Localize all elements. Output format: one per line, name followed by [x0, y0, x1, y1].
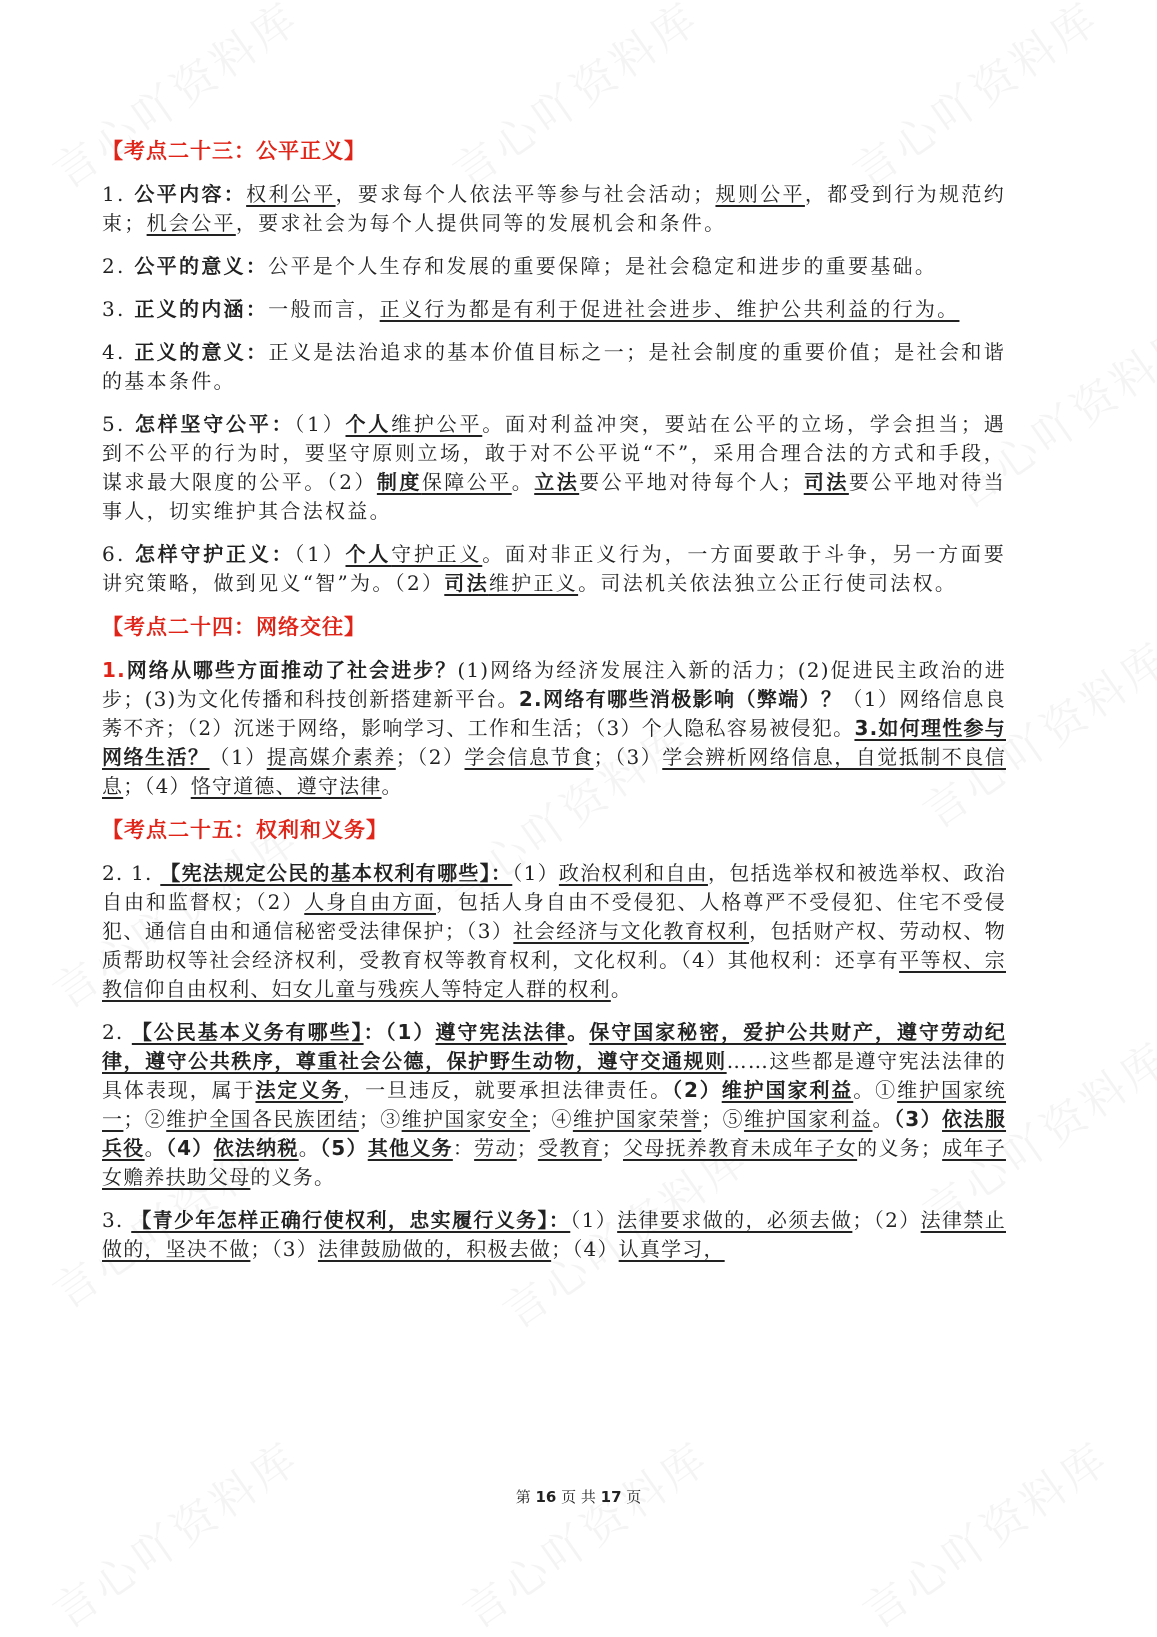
text-run: (1)网络为经济发展注入新的活力；(2)促进民主政治的进步；(3)为文化传播和科技创新搭建新平台。 [102, 658, 1007, 711]
text-run: ，要求社会为每个人提供同等的发展机会和条件。 [235, 211, 727, 235]
text-run: 3. [102, 1208, 132, 1232]
section-heading: 【考点二十四：网络交往】 [102, 615, 366, 639]
underlined-text: 【宪法规定公民的基本权利有哪些】： [160, 861, 513, 885]
text-run: 的义务； [857, 1136, 943, 1160]
text-run: ；④ [530, 1107, 573, 1131]
underlined-text: 法律禁止做的，坚决不做 [102, 1208, 1006, 1261]
text-run: 。 [381, 774, 403, 798]
underlined-text: 机会公平 [146, 211, 236, 235]
text-run: 公平是个人生存和发展的重要保障；是社会稳定和进步的重要基础。 [268, 254, 938, 278]
text-run: ；（4） [123, 774, 191, 798]
footer-prefix: 第 [515, 1488, 536, 1506]
underlined-text: 守护正义 [391, 542, 483, 566]
text-run: 。 [298, 1136, 320, 1160]
paragraph [102, 859, 1006, 1004]
underlined-text: 3.如何理性参与网络生活？ [102, 716, 1006, 769]
text-run: 。 [511, 470, 535, 494]
underlined-text: 司法 [444, 571, 489, 595]
text-run: 1. [102, 182, 135, 206]
text-run: ： [452, 1136, 475, 1160]
underlined-text: 【青少年怎样正确行使权利，忠实履行义务】： [131, 1208, 571, 1232]
bold-text: 2.网络有哪些消极影响（弊端）？ [518, 687, 843, 711]
underlined-text: 成年子女赡养扶助父母 [102, 1136, 1006, 1189]
text-run: 的义务。 [250, 1165, 336, 1189]
underlined-text: 【公民基本义务有哪些】 [131, 1020, 364, 1044]
underlined-text: 立法 [534, 470, 580, 494]
bold-text: 。 [567, 1020, 590, 1044]
text-run: 2. [102, 254, 135, 278]
text-run: 。 [144, 1136, 166, 1160]
footer-suffix: 页 [621, 1488, 642, 1506]
text-run: ； [516, 1136, 538, 1160]
bold-text: （2） [672, 1078, 722, 1102]
watermark-text [848, 1423, 1121, 1637]
bold-text: ：（1） [363, 1020, 436, 1044]
text-run: 要公平地对待当事人，切实维护其合法权益。 [102, 470, 1006, 523]
underlined-text: 法律鼓励做的，积极去做 [317, 1237, 552, 1261]
text-run: 。面对非正义行为，一方面要敢于斗争，另一方面要讲究策略，做到见义“智”为。（2） [102, 542, 1006, 595]
page-footer [0, 1486, 1157, 1507]
text-run: （1） [294, 542, 346, 566]
underlined-text: 法律要求做的，必须去做 [617, 1208, 853, 1232]
underlined-text: 规则公平 [715, 182, 805, 206]
underlined-text: 正义行为都是有利于促进社会进步、维护公共利益的行为。 [379, 297, 960, 321]
text-run: 。司法机关依法独立公正行使司法权。 [578, 571, 958, 595]
underlined-text: 受教育 [537, 1136, 602, 1160]
underlined-text: 其他义务 [367, 1136, 453, 1160]
text-run: （1） [570, 1208, 618, 1232]
text-run: ；② [123, 1107, 167, 1131]
text-run: ，要求每个人依法平等参与社会活动； [335, 182, 716, 206]
total-pages: 17 [600, 1488, 622, 1506]
underlined-text: 个人 [345, 542, 392, 566]
underlined-text: 提高媒介素养 [266, 745, 396, 769]
text-run: ……这些都是遵守宪法法律的具体表现，属于 [102, 1049, 1006, 1102]
text-run: ，包括财产权、劳动权、物质帮助权等社会经济权利，受教育权等教育权利，文化权利。（4）其他权利：还享有 [102, 919, 1006, 972]
paragraph [102, 410, 1006, 526]
text-run: （1） [294, 412, 346, 436]
text-run: （1） [512, 861, 559, 885]
text-run: （1）网络信息良莠不齐；（2）沉迷于网络，影响学习、工作和生活；（3）个人隐私容易被侵犯。 [102, 687, 1006, 740]
underlined-text: 维护国家荣誉 [572, 1107, 702, 1131]
paragraph [102, 1206, 1006, 1264]
underlined-text: 遵守宪法法律 [435, 1020, 568, 1044]
text-run: ，包括选举权和被选举权、政治自由和监督权；（2） [102, 861, 1006, 914]
underlined-text: 个人 [345, 412, 392, 436]
bold-text: 正义的内涵： [134, 297, 269, 321]
text-run: ；③ [358, 1107, 402, 1131]
underlined-text: 依法纳税 [213, 1136, 299, 1160]
bold-text: 公平内容： [134, 182, 247, 206]
section-heading: 【考点二十五：权利和义务】 [102, 818, 388, 842]
text-run: 。 [610, 977, 633, 1001]
text-run: ； [601, 1136, 623, 1160]
underlined-text: 维护国家安全 [401, 1107, 531, 1131]
paragraph [102, 180, 1006, 238]
paragraph [102, 295, 1006, 324]
underlined-text: 维护国家统一 [102, 1078, 1007, 1131]
text-run: ，都受到行为规范约束； [102, 182, 1007, 235]
text-run: 。面对利益冲突，要站在公平的立场，学会担当；遇到不公平的行为时，要坚守原则立场，敢于对不公平说“不”，采用合理合法的方式和手段，谋求最大限度的公平。（2） [102, 412, 1006, 494]
underlined-text: 依法服兵役 [102, 1107, 1007, 1160]
underlined-text: 学会信息节食 [464, 745, 594, 769]
watermark-text [38, 1423, 311, 1637]
text-run: ；（2） [852, 1208, 921, 1232]
underlined-text: 保守国家秘密，爱护公共财产，遵守劳动纪律，遵守公共秩序，尊重社会公德，保护野生动物，遵守交通规则 [102, 1020, 1007, 1073]
underlined-text: 维护正义 [488, 571, 579, 595]
text-run: ；（2） [395, 745, 465, 769]
underlined-text: 权利公平 [246, 182, 336, 206]
paragraph [102, 656, 1006, 801]
bold-text: 公平的意义： [134, 254, 269, 278]
bold-text: （5） [319, 1136, 368, 1160]
paragraph [102, 540, 1006, 598]
text-run: 正义是法治追求的基本价值目标之一；是社会制度的重要价值；是社会和谐的基本条件。 [102, 340, 1006, 393]
underlined-text: 劳动 [474, 1136, 517, 1160]
text-run: （1） [209, 745, 267, 769]
underlined-text: 维护国家利益 [744, 1107, 873, 1131]
text-run: 4. [102, 340, 135, 364]
text-run: 2. [102, 1020, 132, 1044]
watermark-text [448, 1423, 721, 1637]
text-run: ；（3） [250, 1237, 318, 1261]
underlined-text: 恪守道德、遵守法律 [190, 774, 382, 798]
underlined-text: 法定义务 [255, 1078, 344, 1102]
text-run: 6. [102, 542, 135, 566]
underlined-text: 认真学习， [618, 1237, 725, 1261]
underlined-text: 司法 [803, 470, 849, 494]
section-heading: 【考点二十三：公平正义】 [102, 139, 366, 163]
text-run: 。① [853, 1078, 898, 1102]
paragraph [102, 252, 1006, 281]
bold-text: 正义的意义： [134, 340, 269, 364]
text-run: 3. [102, 297, 135, 321]
text-run: 5. [102, 412, 135, 436]
underlined-text: 维护公平 [391, 412, 483, 436]
document-body [102, 136, 1006, 1278]
footer-middle: 页 共 [556, 1488, 601, 1506]
underlined-text: 制度 [376, 470, 422, 494]
current-page-number: 16 [535, 1488, 557, 1506]
paragraph [102, 1018, 1006, 1192]
text-run: 2. 1. [102, 861, 161, 885]
underlined-text: 维护全国各民族团结 [166, 1107, 359, 1131]
text-run: ；⑤ [701, 1107, 745, 1131]
text-run: 一般而言， [268, 297, 380, 321]
bold-text: 网络从哪些方面推动了社会进步？ [125, 658, 458, 682]
text-run: 要公平地对待每个人； [579, 470, 804, 494]
underlined-text: 维护国家利益 [721, 1078, 854, 1102]
text-run: ，包括人身自由不受侵犯、人格尊严不受侵犯、住宅不受侵犯、通信自由和通信秘密受法律保护；（3） [102, 890, 1007, 943]
bold-text: 1. [102, 658, 126, 682]
text-run: ；（4） [551, 1237, 619, 1261]
bold-text: （4） [165, 1136, 214, 1160]
underlined-text: 保障公平 [421, 470, 512, 494]
text-run: ；（3） [593, 745, 663, 769]
underlined-text: 政治权利和自由 [558, 861, 708, 885]
bold-text: 怎样守护正义： [134, 542, 295, 566]
paragraph [102, 338, 1006, 396]
bold-text: 怎样坚守公平： [134, 412, 295, 436]
underlined-text: 人身自由方面 [304, 890, 436, 914]
underlined-text: 社会经济与文化教育权利 [513, 919, 750, 943]
underlined-text: 父母抚养教育未成年子女 [623, 1136, 858, 1160]
text-run: 。 [872, 1107, 894, 1131]
underlined-text: 平等权、宗教信仰自由权利、妇女儿童与残疾人等特定人群的权利 [102, 948, 1006, 1001]
bold-text: （3） [893, 1107, 943, 1131]
underlined-text: 学会辨析网络信息，自觉抵制不良信息 [102, 745, 1006, 798]
text-run: ，一旦违反，就要承担法律责任。 [343, 1078, 673, 1102]
